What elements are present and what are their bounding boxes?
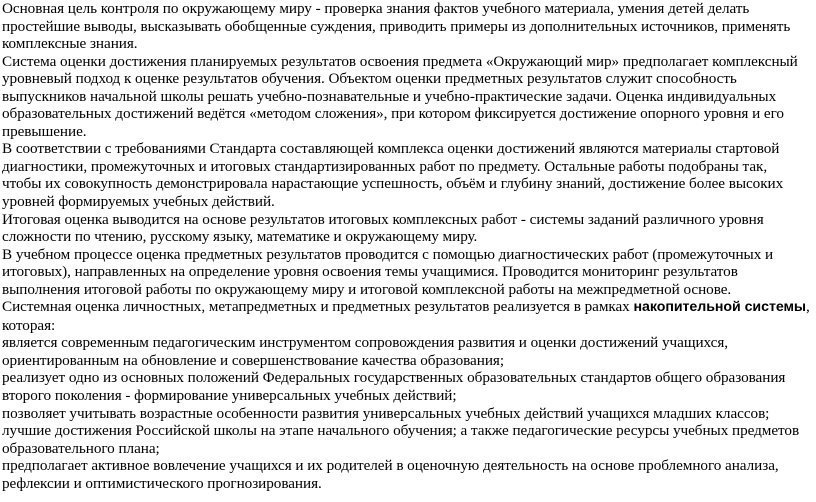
list-item: реализует одно из основных положений Федеральных государственных образовательных стандартов общего образования второго поколения - формирование универсальных учебных действий; [2, 369, 786, 405]
paragraph-standard-requirements: В соответствии с требованиями Стандарта составляющей комплекса оценки достижений являются материалы стартовой диагностики, промежуточных и итоговых стандартизированных работ по предмету. Остальные работы подобраны так, чтобы их совокупность демонстрировала нарастающие успешность, объём и глубину знаний, достижение более высоких уровней формируемых учебных действий. [2, 140, 784, 211]
list-item: предполагает активное вовлечение учащихся и их родителей в оценочную деятельность на основе проблемного анализа, рефлексии и оптимистического прогнозирования. [2, 457, 779, 492]
list-item: позволяет учитывать возрастные особенности развития универсальных учебных действий учащихся младших классов; [2, 404, 770, 422]
cumulative-system-emphasis: накопительной системы [633, 299, 807, 316]
cumulative-system-lead: Системная оценка личностных, метапредметных и предметных результатов реализуется в рамках [2, 298, 634, 316]
paragraph-assessment-system: Система оценки достижения планируемых результатов освоения предмета «Окружающий мир» предполагает комплексный уровневый подход к оценке результатов обучения. Объектом оценки предметных результатов служит способность выпускников начальной школы решать учебно-познавательные и учебно-практические задачи. Оценка индивидуальных образовательных достижений ведётся «методом сложения», при котором фиксируется достижение опорного уровня и его превышение. [2, 52, 798, 140]
paragraph-final-assessment: Итоговая оценка выводится на основе результатов итоговых комплексных работ - системы заданий различного уровня сложности по чтению, русскому языку, математике и окружающему миру. [2, 210, 764, 246]
cumulative-system-trail: , которая: [2, 298, 810, 334]
list-item: является современным педагогическим инструментом сопровождения развития и оценки достижений учащихся, ориентированным на обновление и совершенствование качества образования; [2, 334, 729, 369]
paragraph-control-goal: Основная цель контроля по окружающему миру - проверка знания фактов учебного материала, умения детей делать простейшие выводы, высказывать обобщенные суждения, приводить примеры из дополнительных источников, применять комплексные знания. [2, 0, 791, 53]
paragraph-cumulative-system [2, 298, 810, 334]
list-item: лучшие достижения Российской школы на этапе начального обучения; а также педагогические ресурсы учебных предметов образовательного плана; [2, 422, 800, 457]
paragraph-learning-process: В учебном процессе оценка предметных результатов проводится с помощью диагностических работ (промежуточных и итоговых), направленных на определение уровня освоения темы учащимися. Проводится мониторинг результатов выполнения итоговой работы по окружающему миру и итоговой комплексной работы на межпредметной основе. [2, 245, 774, 298]
